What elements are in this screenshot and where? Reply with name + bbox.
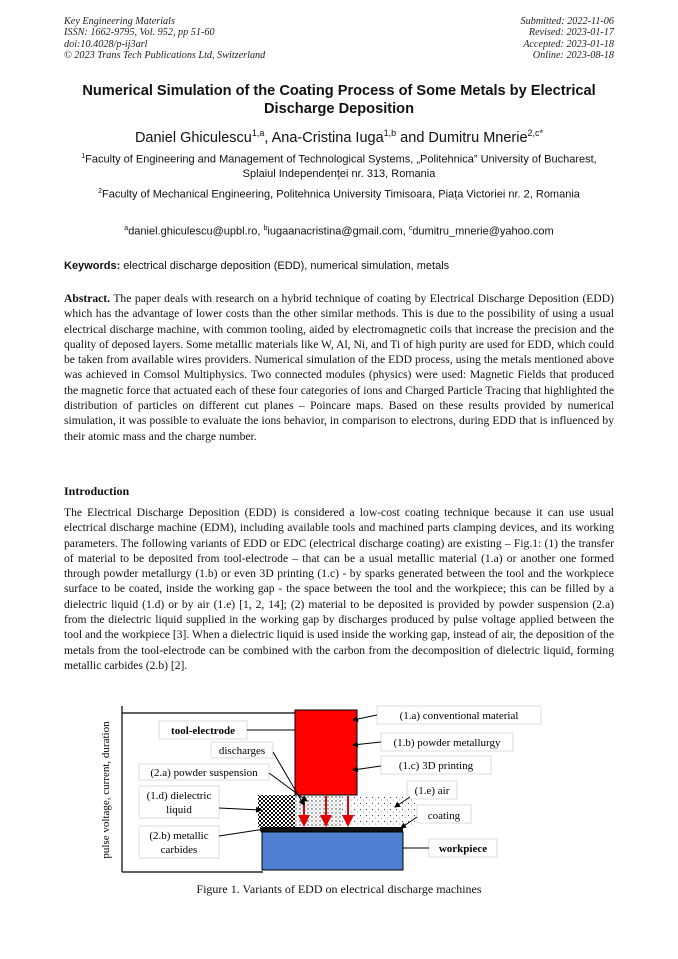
tool-label: tool-electrode — [171, 725, 235, 737]
date-accepted: Accepted: 2023-01-18 — [523, 38, 614, 50]
paper-title: Numerical Simulation of the Coating Process of Some Metals by Electrical Discharge Deposition — [82, 83, 596, 117]
introduction-heading: Introduction — [64, 484, 130, 498]
carbides-label-2: carbides — [160, 844, 198, 856]
coating-layer — [262, 827, 403, 832]
discharges-label: discharges — [218, 745, 266, 757]
email-sup: b — [263, 225, 268, 232]
author-affil-sup: 2,c* — [527, 128, 544, 138]
author-name: Ana-Cristina Iuga — [271, 129, 384, 146]
powder-metallurgy-label: (1.b) powder metallurgy — [393, 737, 501, 749]
workpiece — [262, 832, 403, 870]
introduction-text: The Electrical Discharge Deposition (EDD) is considered a low-cost coating technique because it can use usual electrical discharge machine (EDM), including available tools and machined parts clamping devices, and its working parameters. The following variants of EDD or EDC (electrical discharge coating) are existing – Fig.1: (1) the transfer of material to be deposited from tool-electrode – that can be a usual metallic material (1.a) or another one formed through powder metallurgy (1.b) or even 3D printing (1.c) - by sparks generated between the tool and the workpiece surface to be coated, inside the working gap - the space between the tool and the workpiece; this can be filled by a dielectric liquid (1.d) or by air (1.e) [1, 2, 14]; (2) material to be deposited is provided by powder suspension (2.a) from the dielectric liquid supplied in the working gap by discharges produced by pulse voltage applied between the tool and the workpiece [3]. When a dielectric liquid is used inside the working gap, instead of air, the deposition of the metals from the tool-electrode can be combined with the carbon from the decomposition of dielectric liquid, forming metallic carbides (2.b) [2]. — [64, 506, 614, 672]
author-name: Daniel Ghiculescu — [134, 129, 252, 146]
carbides-label-1: (2.b) metallic — [149, 830, 209, 842]
journal-info — [64, 16, 265, 62]
author-name: Dumitru Mnerie — [428, 129, 528, 146]
keywords — [64, 259, 614, 273]
email-link[interactable]: iugaanacristina@gmail.com, — [267, 225, 409, 238]
author-separator: , — [264, 129, 272, 146]
conventional-label: (1.a) conventional material — [399, 710, 519, 722]
figure-caption: Figure 1. Variants of EDD on electrical discharge machines — [196, 882, 482, 896]
dielectric-label-2: liquid — [166, 804, 192, 816]
edd-diagram — [95, 700, 555, 880]
author-affil-sup: 1,a — [251, 128, 265, 138]
abstract-label: Abstract. — [64, 292, 111, 305]
coating-label: coating — [427, 810, 461, 822]
date-revised: Revised: 2023-01-17 — [528, 27, 614, 39]
author-emails — [64, 222, 614, 239]
axis-label: pulse voltage, current, duration — [100, 721, 112, 859]
email-sup: a — [124, 225, 129, 232]
powder-suspension-label: (2.a) powder suspension — [150, 767, 258, 779]
email-link[interactable]: dumitru_mnerie@yahoo.com — [412, 225, 554, 238]
tool-electrode — [295, 710, 357, 795]
abstract-text: The paper deals with research on a hybrid technique of coating by Electrical Discharge Deposition (EDD) which has the advantage of lower costs than the other similar methods. This is due to the possibility of using a usual electrical discharge machine, with common tooling, aided by electromagnetic coils that increase the precision and the quality of deposed layers. Some metallic materials like W, Al, Ni, and Ti of high purity are used for EDD, which could be taken from available wires providers. Numerical simulation of the EDD process, using the metals mentioned above was achieved in Comsol Multiphysics. Two connected modules (physics) were used: Magnetic Fields that produced the magnetic force that actuated each of these four categories of ions and Charged Particle Tracing that highlighted the distribution of particles on different cut planes – Poincare maps. Based on these results provided by numerical simulation, it was possible to evaluate the ions behavior, in comparison to electrons, during EDD that is influenced by their atomic mass and the charge number. — [64, 292, 614, 443]
workpiece-label: workpiece — [438, 843, 488, 855]
affiliation-2 — [64, 185, 614, 202]
date-submitted: Submitted: 2022-11-06 — [520, 16, 614, 27]
figure-1 — [95, 700, 555, 880]
email-sup: c — [408, 225, 413, 232]
journal-issn: ISSN: 1662-9795, Vol. 952, pp 51-60 — [64, 27, 215, 39]
affiliation-text: Faculty of Engineering and Management of Technological Systems, „Politehnica” University of Bucharest, Splaiul Independenței nr. 313, Romania — [85, 153, 597, 180]
abstract — [64, 291, 614, 444]
air-label: (1.e) air — [414, 785, 450, 797]
dielectric-label-1: (1.d) dielectric — [146, 790, 212, 802]
keywords-label: Keywords: — [64, 260, 121, 272]
journal-doi: doi:10.4028/p-ij3arl — [64, 38, 148, 50]
email-link[interactable]: daniel.ghiculescu@upbl.ro, — [128, 225, 264, 238]
powder-suspension-zone — [295, 795, 341, 827]
journal-copyright: © 2023 Trans Tech Publications Ltd, Switzerland — [64, 50, 266, 62]
date-online: Online: 2023-08-18 — [532, 50, 614, 62]
journal-name: Key Engineering Materials — [64, 16, 175, 27]
affiliation-1 — [64, 150, 614, 181]
carbides-leader — [219, 829, 265, 836]
author-affil-sup: 1,b — [383, 128, 397, 138]
author-separator: and — [396, 129, 429, 146]
affiliation-sup: 2 — [98, 188, 102, 195]
printing-label: (1.c) 3D printing — [398, 760, 474, 772]
submission-dates — [521, 16, 614, 62]
affiliation-sup: 1 — [81, 153, 86, 160]
keywords-text: electrical discharge deposition (EDD), numerical simulation, metals — [120, 260, 450, 272]
affiliation-text: Faculty of Mechanical Engineering, Politehnica University Timisoara, Piața Victoriei nr. 2, Romania — [101, 188, 580, 201]
author-list — [64, 124, 614, 147]
dielectric-leader — [219, 808, 261, 810]
